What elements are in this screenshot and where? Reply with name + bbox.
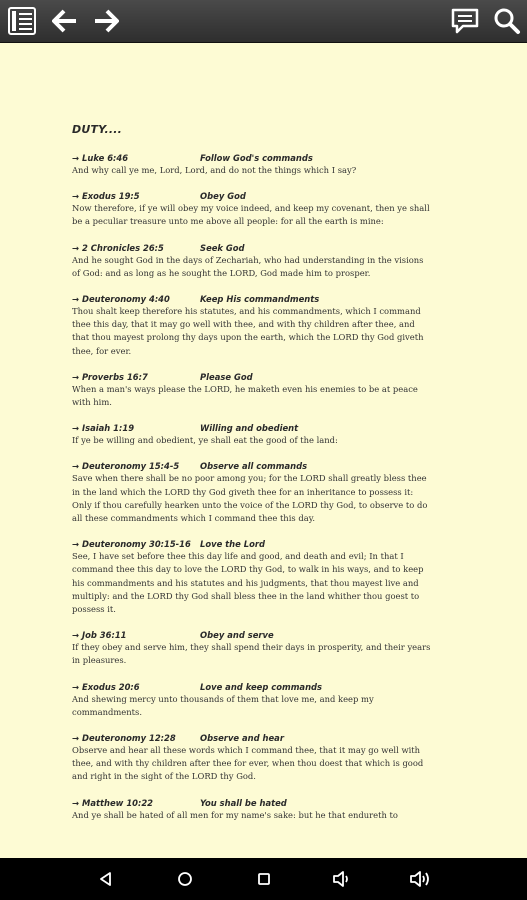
verse-entry	[72, 797, 432, 822]
verse-citation[interactable]: 2 Chronicles 26:5	[82, 242, 164, 253]
verse-text: And ye shall be hated of all men for my name's sake: but he that endureth to	[72, 809, 398, 820]
verse-topic: Please God	[200, 371, 253, 382]
verse-text: And shewing mercy unto thousands of them that love me, and keep my commandments.	[72, 693, 374, 717]
verse-text: See, I have set before thee this day life and good, and death and evil; In that I command thee this day to love the LORD thy God, to walk in his ways, and to keep his commandments and his statutes and his judgments, that thou mayest live and multiply: and the LORD thy God shall bless thee in the land whither thou goest to possess it.	[72, 551, 424, 615]
verse-reference-line	[72, 797, 432, 809]
verse-text: Now therefore, if ye will obey my voice indeed, and keep my covenant, then ye shall be a peculiar treasure unto me above all people: for all the earth is mine:	[72, 203, 430, 227]
verse-citation[interactable]: Isaiah 1:19	[82, 423, 135, 434]
verse-text: Thou shalt keep therefore his statutes, and his commandments, which I command thee this day, that it may go well with thee, and with thy children after thee, and that thou mayest prolong thy days upon the earth, which the LORD thy God giveth thee, for ever.	[72, 306, 424, 356]
arrow-icon: →	[72, 153, 80, 163]
comment-icon[interactable]	[449, 5, 481, 37]
reader-content[interactable]	[0, 43, 527, 858]
verse-text: If they obey and serve him, they shall spend their days in prosperity, and their years in pleasures.	[72, 642, 431, 666]
arrow-icon: →	[72, 242, 80, 253]
arrow-icon: →	[72, 461, 80, 472]
app-toolbar	[0, 0, 527, 43]
verse-topic: Seek God	[200, 242, 245, 253]
verse-topic: Keep His commandments	[200, 294, 320, 305]
arrow-icon: →	[72, 681, 80, 692]
verse-citation[interactable]: Exodus 19:5	[82, 191, 140, 202]
verse-entry	[72, 538, 432, 616]
verse-citation[interactable]: Proverbs 16:7	[82, 371, 148, 382]
verse-reference-line	[72, 732, 432, 744]
arrow-icon: →	[72, 191, 80, 202]
back-triangle-icon[interactable]	[94, 867, 118, 891]
volume-down-icon[interactable]	[331, 867, 355, 891]
verse-entry	[72, 242, 432, 280]
verse-reference-line	[72, 152, 432, 164]
verse-citation[interactable]: Deuteronomy 15:4-5	[82, 461, 180, 472]
verse-reference-line	[72, 293, 432, 305]
verse-topic: Observe all commands	[200, 461, 308, 472]
verse-topic: Observe and hear	[200, 733, 284, 744]
verse-topic: Follow God's commands	[200, 153, 313, 163]
arrow-icon: →	[72, 797, 80, 808]
volume-up-icon[interactable]	[409, 867, 433, 891]
verse-reference-line	[72, 190, 432, 202]
verse-topic: You shall be hated	[200, 797, 287, 808]
arrow-icon: →	[72, 539, 80, 550]
verse-text: And he sought God in the days of Zechariah, who had understanding in the visions of God: and as long as he sought the LORD, God made him to prosper.	[72, 254, 424, 278]
verse-reference-line	[72, 371, 432, 383]
verse-text: And why call ye me, Lord, Lord, and do not the things which I say?	[72, 165, 357, 175]
verse-topic: Love the Lord	[200, 539, 265, 550]
verse-list	[72, 152, 432, 822]
forward-arrow-icon[interactable]	[91, 5, 121, 37]
verse-citation[interactable]: Luke 6:46	[82, 153, 129, 163]
verse-reference-line	[72, 629, 432, 641]
verse-citation[interactable]: Matthew 10:22	[82, 797, 153, 808]
verse-reference-line	[72, 460, 432, 472]
verse-citation[interactable]: Job 36:11	[82, 630, 127, 641]
verse-topic: Obey and serve	[200, 630, 274, 641]
verse-reference-line	[72, 538, 432, 550]
verse-entry	[72, 422, 432, 447]
verse-entry	[72, 152, 432, 177]
verse-entry	[72, 371, 432, 409]
verse-citation[interactable]: Deuteronomy 4:40	[82, 294, 170, 305]
home-circle-icon[interactable]	[173, 867, 197, 891]
verse-text: Observe and hear all these words which I command thee, that it may go well with thee, and with thy children after thee for ever, when thou doest that which is good and right in the sight of the LORD thy God.	[72, 745, 424, 782]
verse-citation[interactable]: Deuteronomy 12:28	[82, 733, 176, 744]
document-page	[72, 123, 432, 835]
verse-entry	[72, 681, 432, 719]
verse-entry	[72, 293, 432, 358]
verse-entry	[72, 732, 432, 784]
list-icon[interactable]	[6, 5, 38, 37]
arrow-icon: →	[72, 423, 80, 434]
verse-topic: Willing and obedient	[200, 423, 299, 434]
verse-text: When a man's ways please the LORD, he maketh even his enemies to be at peace with him.	[72, 383, 418, 408]
verse-reference-line	[72, 242, 432, 254]
verse-text: If ye be willing and obedient, ye shall eat the good of the land:	[72, 435, 338, 446]
recents-square-icon[interactable]	[252, 867, 276, 891]
verse-text: Save when there shall be no poor among you; for the LORD shall greatly bless thee in the land which the LORD thy God giveth thee for an inheritance to possess it: Only if thou carefully hearken unto the voice of the LORD thy God, to observe to do all these commandments which I command thee this day.	[72, 473, 428, 524]
verse-topic: Obey God	[200, 191, 246, 202]
document-title: DUTY....	[72, 123, 123, 136]
verse-reference-line	[72, 422, 432, 434]
arrow-icon: →	[72, 371, 80, 382]
arrow-icon: →	[72, 294, 80, 305]
system-navbar	[0, 858, 527, 900]
verse-entry	[72, 629, 432, 667]
verse-topic: Love and keep commands	[200, 681, 323, 692]
arrow-icon: →	[72, 630, 80, 641]
verse-citation[interactable]: Deuteronomy 30:15-16	[82, 539, 191, 550]
back-arrow-icon[interactable]	[50, 5, 80, 37]
search-icon[interactable]	[492, 5, 522, 37]
verse-entry	[72, 460, 432, 525]
verse-citation[interactable]: Exodus 20:6	[82, 681, 140, 692]
arrow-icon: →	[72, 733, 80, 744]
verse-entry	[72, 190, 432, 228]
verse-reference-line	[72, 681, 432, 693]
